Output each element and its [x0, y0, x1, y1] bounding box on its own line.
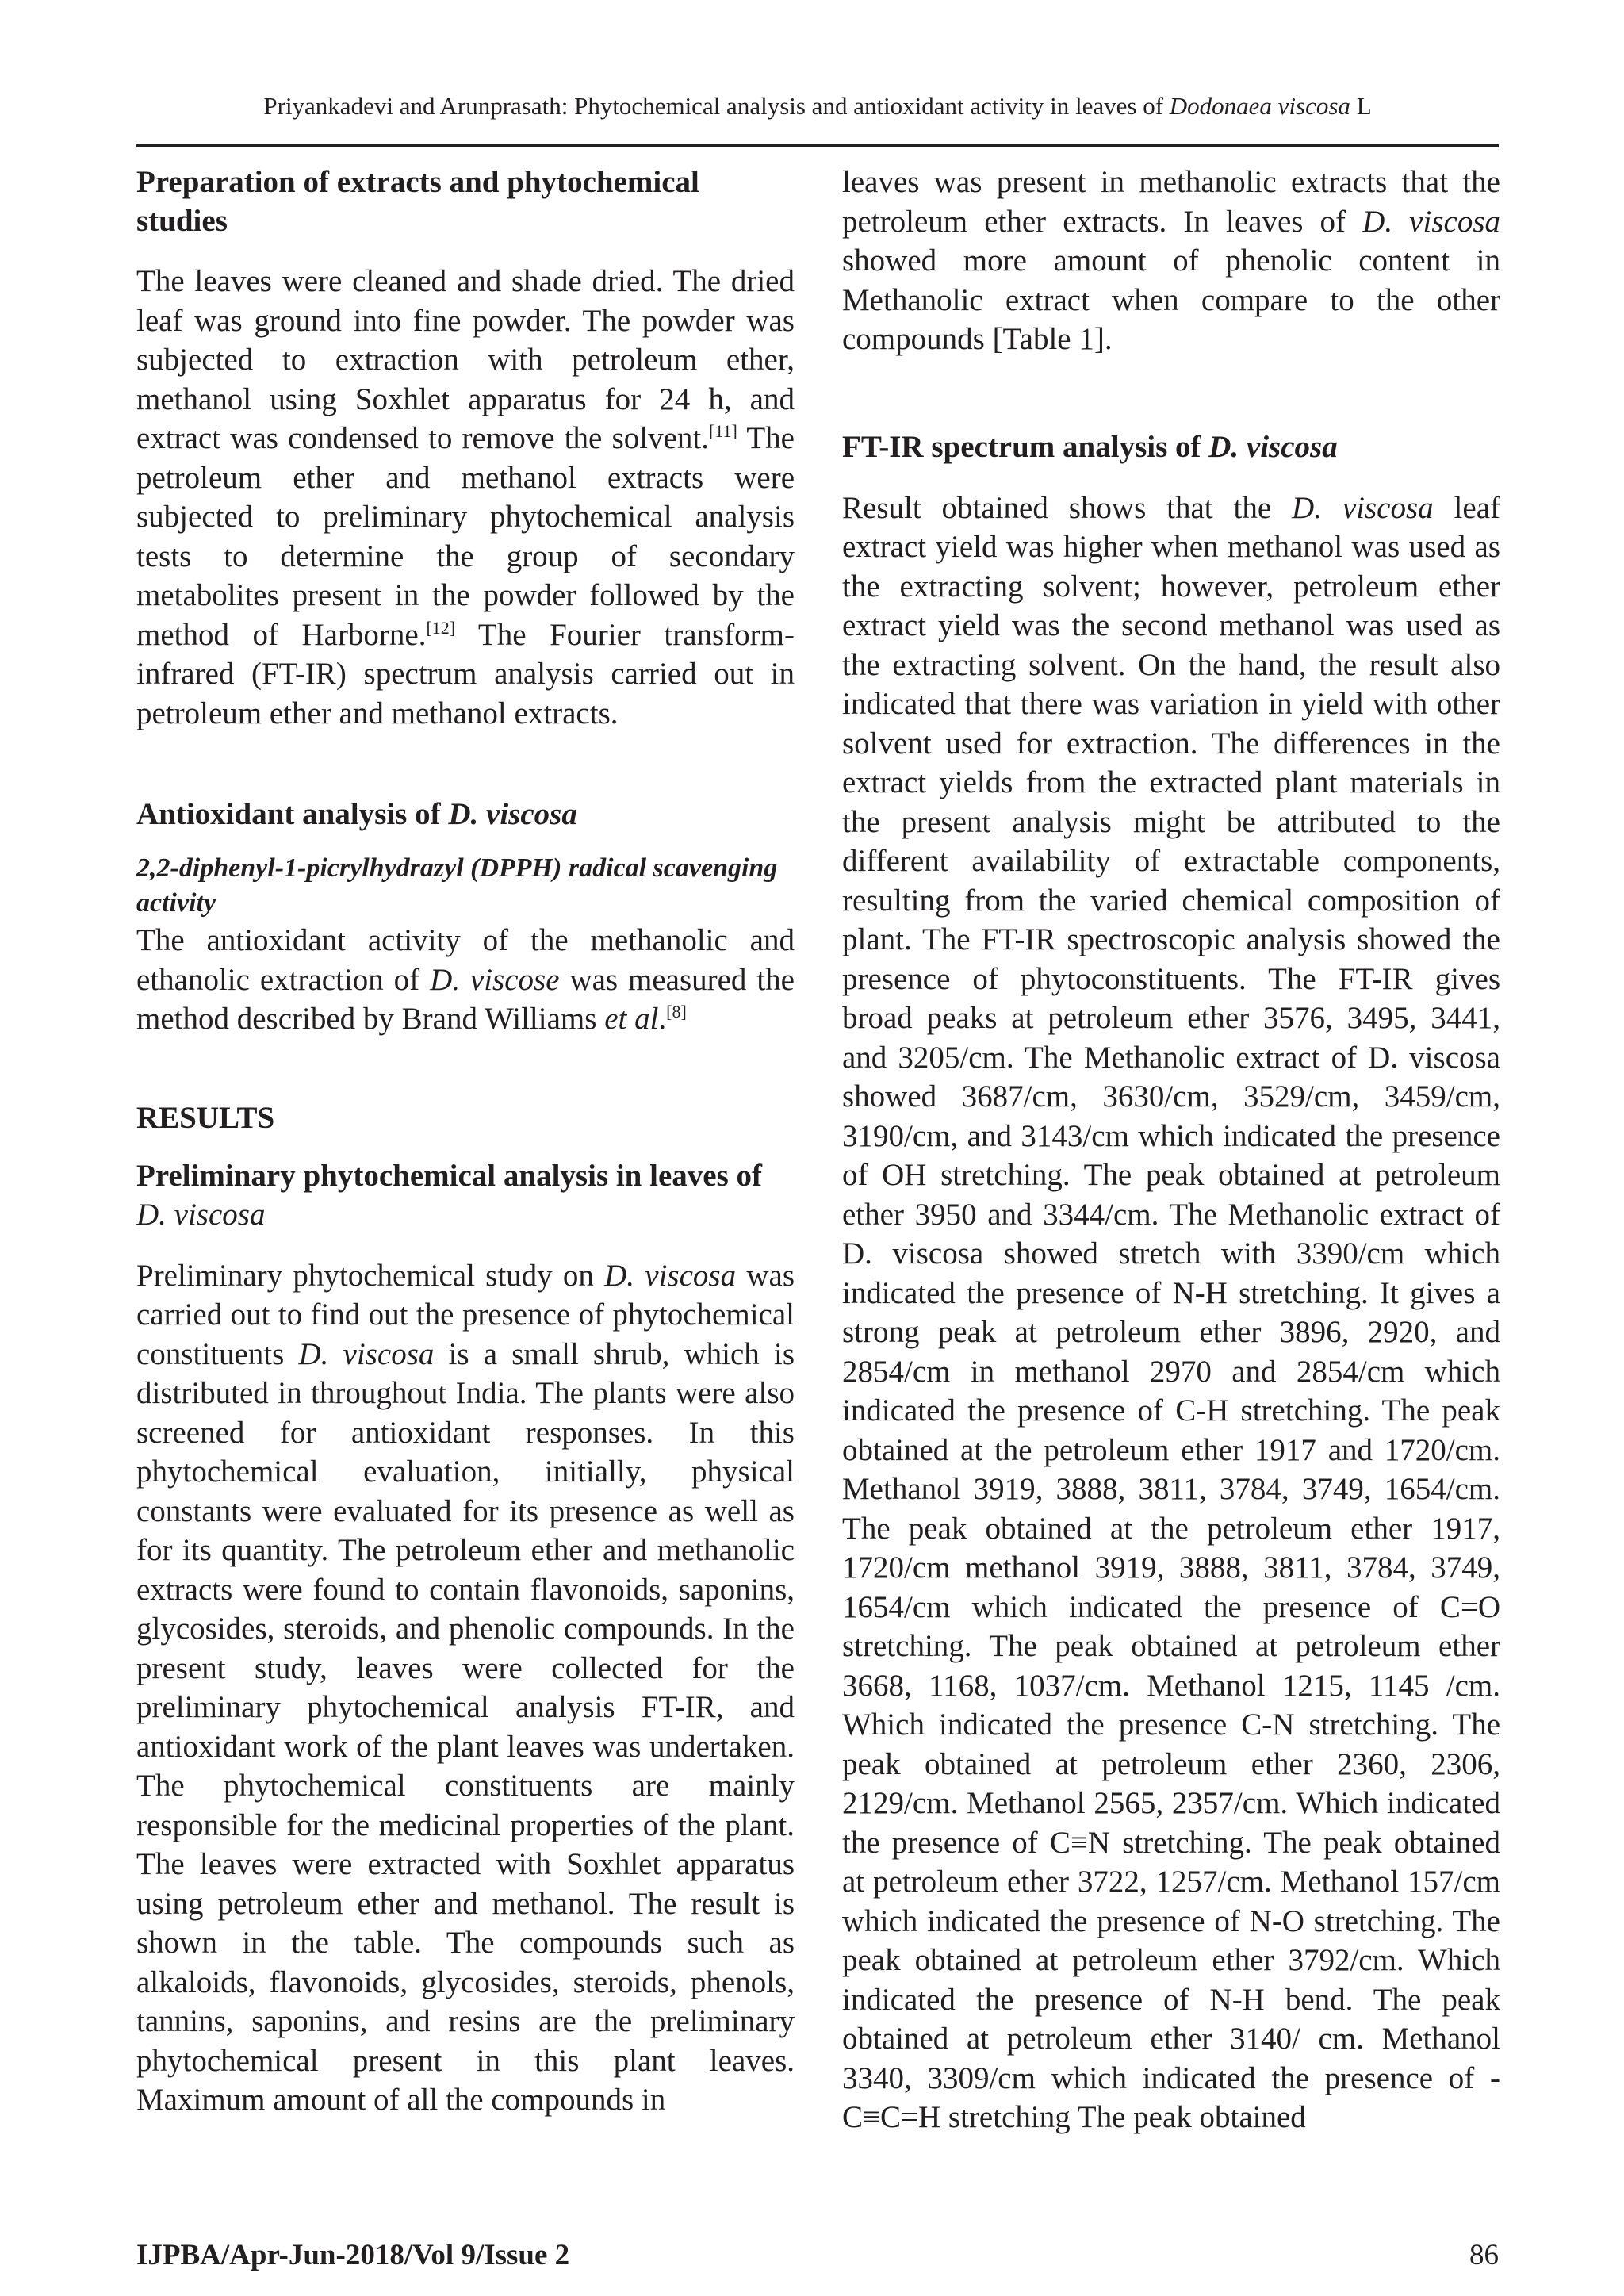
results-heading: RESULTS [136, 1100, 275, 1135]
citation-8: [8] [666, 1002, 687, 1022]
continuation-species: D. viscosa [1362, 204, 1500, 239]
preliminary-species-1: D. viscosa [604, 1258, 737, 1293]
dpph-heading: 2,2-diphenyl-1-picrylhydrazyl (DPPH) radical scavenging activity [136, 853, 778, 918]
left-column [136, 163, 795, 2120]
citation-12: [12] [426, 617, 456, 638]
ftir-heading [842, 427, 1500, 466]
antioxidant-heading [136, 795, 795, 834]
citation-11: [11] [709, 421, 737, 441]
preliminary-heading [136, 1156, 795, 1234]
antioxidant-heading-species: D. viscosa [448, 797, 577, 831]
ftir-text-2: leaf extract yield was higher when methanol was used as the extracting solvent; however, petroleum ether extract yield was the second methanol was used as the extracting solvent. On the hand, the result also indicated that there was variation in yield with other solvent used for extraction. The differences in the extract yields from the extracted plant materials in the present analysis might be attributed to the different availability of extractable components, resulting from the varied chemical composition of plant. The FT-IR spectroscopic analysis showed the presence of phytoconstituents. The FT-IR gives broad peaks at petroleum ether 3576, 3495, 3441, and 3205/cm. The Methanolic extract of D. viscosa showed 3687/cm, 3630/cm, 3529/cm, 3459/cm, 3190/cm, and 3143/cm which indicated the presence of OH stretching. The peak obtained at petroleum ether 3950 and 3344/cm. The Methanolic extract of D. viscosa showed stretch with 3390/cm which indicated the presence of N-H stretching. It gives a strong peak at petroleum ether 3896, 2920, and 2854/cm in methanol 2970 and 2854/cm which indicated the presence of C-H stretching. The peak obtained at the petroleum ether 1917 and 1720/cm. Methanol 3919, 3888, 3811, 3784, 3749, 1654/cm. The peak obtained at the petroleum ether 1917, 1720/cm methanol 3919, 3888, 3811, 3784, 3749, 1654/cm which indicated the presence of C=O stretching. The peak obtained at petroleum ether 3668, 1168, 1037/cm. Methanol 1215, 1145 /cm. Which indicated the presence C-N stretching. The peak obtained at petroleum ether 2360, 2306, 2129/cm. Methanol 2565, 2357/cm. Which indicated the presence of C≡N stretching. The peak obtained at petroleum ether 3722, 1257/cm. Methanol 157/cm which indicated the presence of N-O stretching. The peak obtained at petroleum ether 3792/cm. Which indicated the presence of N-H bend. The peak obtained at petroleum ether 3140/ cm. Methanol 3340, 3309/cm which indicated the presence of - C≡C=H stretching The peak obtained [842, 490, 1501, 2134]
dpph-et-al: et al [604, 1002, 659, 1036]
continuation-text-1: leaves was present in methanolic extracts that the petroleum ether extracts. In leaves of [842, 165, 1500, 239]
running-head-species: Dodonaea viscosa [1169, 92, 1350, 120]
ftir-paragraph [842, 489, 1500, 2137]
running-head-text: Priyankadevi and Arunprasath: Phytochemical analysis and antioxidant activity in leaves of [263, 92, 1164, 120]
running-head-suffix: L [1350, 92, 1372, 120]
ftir-text-1: Result obtained shows that the [842, 490, 1293, 525]
preliminary-paragraph [136, 1256, 795, 2120]
ftir-heading-text: FT-IR spectrum analysis of [842, 429, 1209, 464]
preparation-paragraph [136, 262, 795, 733]
dpph-species: D. viscose [430, 962, 560, 997]
header-rule [136, 144, 1499, 147]
continuation-paragraph [842, 163, 1500, 359]
preparation-text-1: The leaves were cleaned and shade dried. The dried leaf was ground into fine powder. The powder was subjected to extraction with petroleum ether, methanol using Soxhlet apparatus for 24 h, and extract was condensed to remove the solvent. [136, 264, 795, 455]
preparation-text-3: The Fourier transform-infrared (FT-IR) spectrum analysis carried out in petroleum ether and methanol extracts. [136, 617, 795, 730]
preliminary-species-2: D. viscosa [298, 1336, 435, 1371]
journal-footer: IJPBA/Apr-Jun-2018/Vol 9/Issue 2 [136, 2239, 570, 2271]
preliminary-heading-text: Preliminary phytochemical analysis in leaves of [136, 1158, 762, 1193]
preparation-heading: Preparation of extracts and phytochemical studies [136, 165, 699, 238]
right-column [842, 163, 1500, 2137]
ftir-species: D. viscosa [1292, 490, 1434, 525]
dpph-paragraph [136, 921, 795, 1039]
antioxidant-heading-text: Antioxidant analysis of [136, 797, 449, 831]
ftir-heading-species: D. viscosa [1208, 429, 1338, 464]
running-head [136, 89, 1499, 124]
dpph-text-2: was measured the method described by Brand Williams [136, 962, 795, 1036]
preliminary-text-2: was carried out to find out the presence of phytochemical constituents [136, 1258, 795, 1371]
preliminary-text-3: is a small shrub, which is distributed in throughout India. The plants were also screened for antioxidant responses. In this phytochemical evaluation, initially, physical constants were evaluated for its presence as well as for its quantity. The petroleum ether and methanolic extracts were found to contain flavonoids, saponins, glycosides, steroids, and phenolic compounds. In the present study, leaves were collected for the preliminary phytochemical analysis FT-IR, and antioxidant work of the plant leaves was undertaken. The phytochemical constituents are mainly responsible for the medicinal properties of the plant. The leaves were extracted with Soxhlet apparatus using petroleum ether and methanol. The result is shown in the table. The compounds such as alkaloids, flavonoids, glycosides, steroids, phenols, tannins, saponins, and resins are the preliminary phytochemical present in this plant leaves. Maximum amount of all the compounds in [136, 1336, 795, 2117]
continuation-text-2: showed more amount of phenolic content in Methanolic extract when compare to the other compounds [Table 1]. [842, 243, 1500, 356]
dpph-text-3: . [658, 1002, 667, 1036]
page-number: 86 [1469, 2239, 1499, 2271]
preliminary-text-1: Preliminary phytochemical study on [136, 1258, 605, 1293]
dpph-text-1: The antioxidant activity of the methanolic and ethanolic extraction of [136, 923, 795, 997]
preliminary-heading-species: D. viscosa [136, 1197, 266, 1232]
preparation-text-2: The petroleum ether and methanol extracts were subjected to preliminary phytochemical analysis tests to determine the group of secondary metabolites present in the powder followed by the method of Harborne. [136, 421, 795, 652]
